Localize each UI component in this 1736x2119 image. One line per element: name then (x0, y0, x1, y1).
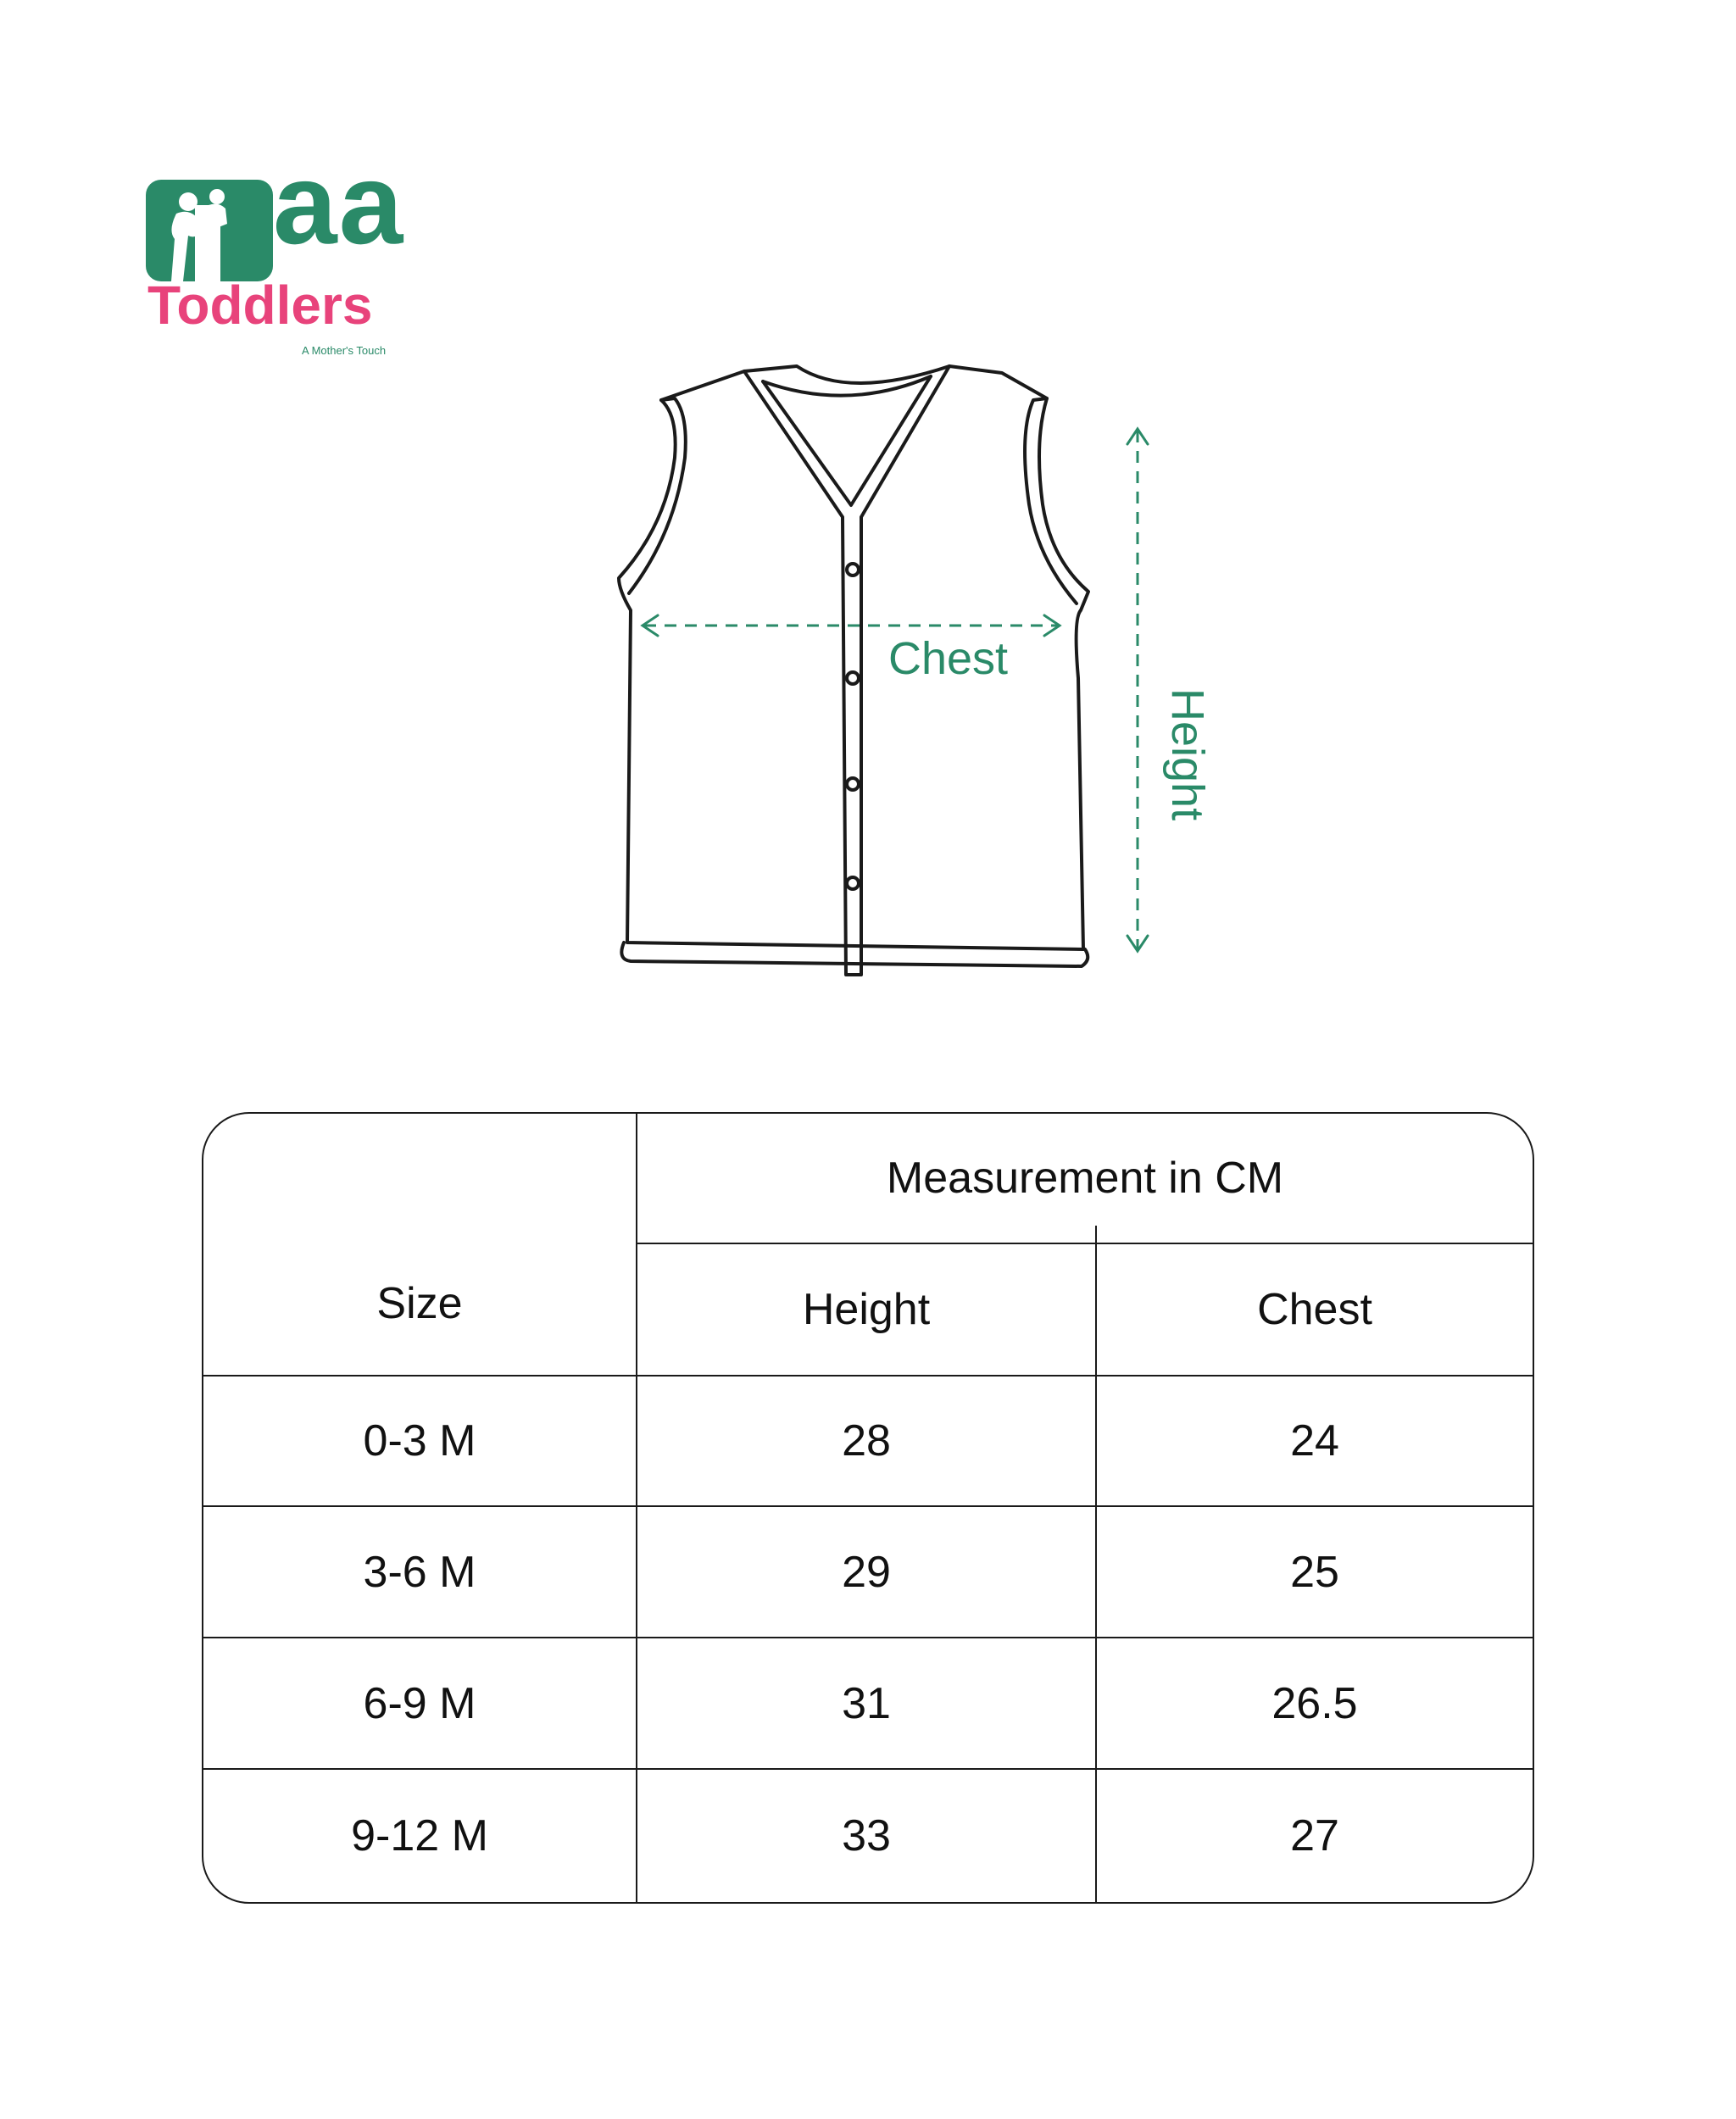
group-header: Measurement in CM (886, 1154, 1284, 1203)
table-cell-size: 6-9 M (363, 1678, 476, 1728)
chest-label: Chest (888, 633, 1009, 684)
mother-child-icon (146, 180, 273, 283)
table-cell-chest: 25 (1290, 1547, 1339, 1597)
size-chart-table (202, 1112, 1534, 1904)
height-label: Height (1162, 688, 1213, 821)
table-cell-chest: 24 (1290, 1416, 1339, 1466)
table-cell-height: 28 (842, 1416, 891, 1466)
brand-logo (144, 139, 415, 360)
logo-top (144, 139, 415, 281)
logo-subtitle: Toddlers (147, 275, 373, 336)
table-cell-size: 9-12 M (351, 1811, 488, 1860)
table-cell-chest: 26.5 (1271, 1678, 1358, 1728)
garment-diagram (593, 356, 1238, 1000)
table-cell-height: 31 (842, 1678, 891, 1728)
column-header-height: Height (802, 1285, 931, 1334)
table-cell-size: 3-6 M (363, 1547, 476, 1597)
logo-wordmark: aa (273, 139, 405, 268)
table-cell-size: 0-3 M (363, 1416, 476, 1466)
table-cell-chest: 27 (1290, 1811, 1339, 1860)
table-cell-height: 29 (842, 1547, 891, 1597)
logo-tagline: A Mother's Touch (302, 344, 387, 357)
table-cell-height: 33 (842, 1811, 891, 1860)
column-header-size: Size (376, 1279, 463, 1328)
column-header-chest: Chest (1257, 1285, 1372, 1334)
